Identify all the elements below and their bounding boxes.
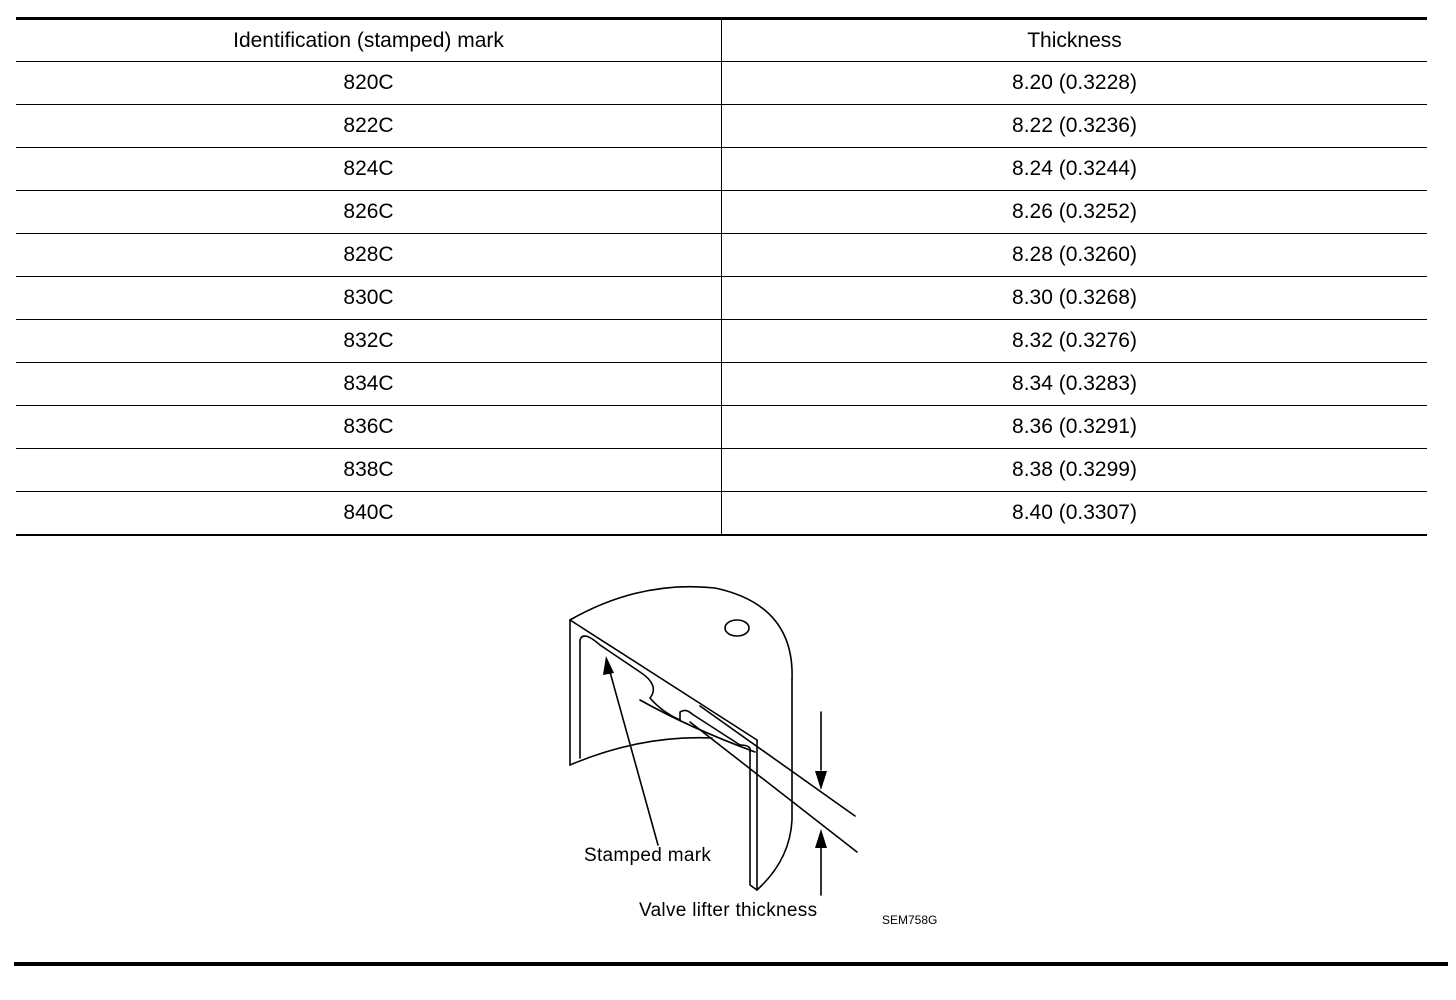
thickness-table bbox=[16, 17, 1427, 536]
arrow-down-icon bbox=[815, 771, 827, 790]
oil-hole-icon bbox=[725, 620, 749, 636]
table-row bbox=[16, 148, 1427, 191]
valve-lifter-drawing bbox=[540, 570, 980, 940]
figure-code: SEM758G bbox=[882, 913, 938, 927]
thickness-cell: 8.26 (0.3252) bbox=[722, 191, 1428, 234]
mark-cell: 820C bbox=[16, 62, 722, 105]
thickness-cell: 8.24 (0.3244) bbox=[722, 148, 1428, 191]
table-row bbox=[16, 277, 1427, 320]
lifter-top-outline bbox=[570, 587, 792, 680]
table-row bbox=[16, 234, 1427, 277]
thickness-cell: 8.20 (0.3228) bbox=[722, 62, 1428, 105]
footer-rule bbox=[14, 962, 1448, 966]
valve-lifter-figure bbox=[540, 570, 980, 940]
thickness-extension-top bbox=[700, 706, 855, 816]
table-row bbox=[16, 320, 1427, 363]
table-row bbox=[16, 191, 1427, 234]
header-thickness: Thickness bbox=[722, 19, 1428, 62]
mark-cell: 826C bbox=[16, 191, 722, 234]
table-row bbox=[16, 406, 1427, 449]
table-row bbox=[16, 492, 1427, 536]
thickness-cell: 8.40 (0.3307) bbox=[722, 492, 1428, 536]
lifter-cut-edge bbox=[570, 620, 757, 740]
mark-cell: 840C bbox=[16, 492, 722, 536]
table-row bbox=[16, 62, 1427, 105]
mark-cell: 838C bbox=[16, 449, 722, 492]
mark-cell: 830C bbox=[16, 277, 722, 320]
table-row bbox=[16, 363, 1427, 406]
table-header-row bbox=[16, 19, 1427, 62]
thickness-extension-bottom bbox=[690, 722, 857, 852]
thickness-cell: 8.32 (0.3276) bbox=[722, 320, 1428, 363]
lifter-bottom-inner-arc bbox=[570, 738, 712, 765]
mark-cell: 824C bbox=[16, 148, 722, 191]
mark-cell: 834C bbox=[16, 363, 722, 406]
leader-arrow-icon bbox=[603, 656, 614, 675]
lifter-right-outline bbox=[757, 680, 792, 890]
thickness-cell: 8.28 (0.3260) bbox=[722, 234, 1428, 277]
stamped-mark-label: Stamped mark bbox=[584, 845, 712, 866]
table-row bbox=[16, 105, 1427, 148]
thickness-cell: 8.34 (0.3283) bbox=[722, 363, 1428, 406]
table-row bbox=[16, 449, 1427, 492]
table-body bbox=[16, 62, 1427, 536]
thickness-cell: 8.36 (0.3291) bbox=[722, 406, 1428, 449]
valve-lifter-thickness-label: Valve lifter thickness bbox=[639, 900, 818, 921]
mark-cell: 828C bbox=[16, 234, 722, 277]
mark-cell: 822C bbox=[16, 105, 722, 148]
mark-cell: 836C bbox=[16, 406, 722, 449]
thickness-cell: 8.38 (0.3299) bbox=[722, 449, 1428, 492]
header-identification-mark: Identification (stamped) mark bbox=[16, 19, 722, 62]
thickness-cell: 8.30 (0.3268) bbox=[722, 277, 1428, 320]
mark-cell: 832C bbox=[16, 320, 722, 363]
thickness-cell: 8.22 (0.3236) bbox=[722, 105, 1428, 148]
lifter-inner-shoulder bbox=[580, 636, 680, 720]
arrow-up-icon bbox=[815, 829, 827, 848]
